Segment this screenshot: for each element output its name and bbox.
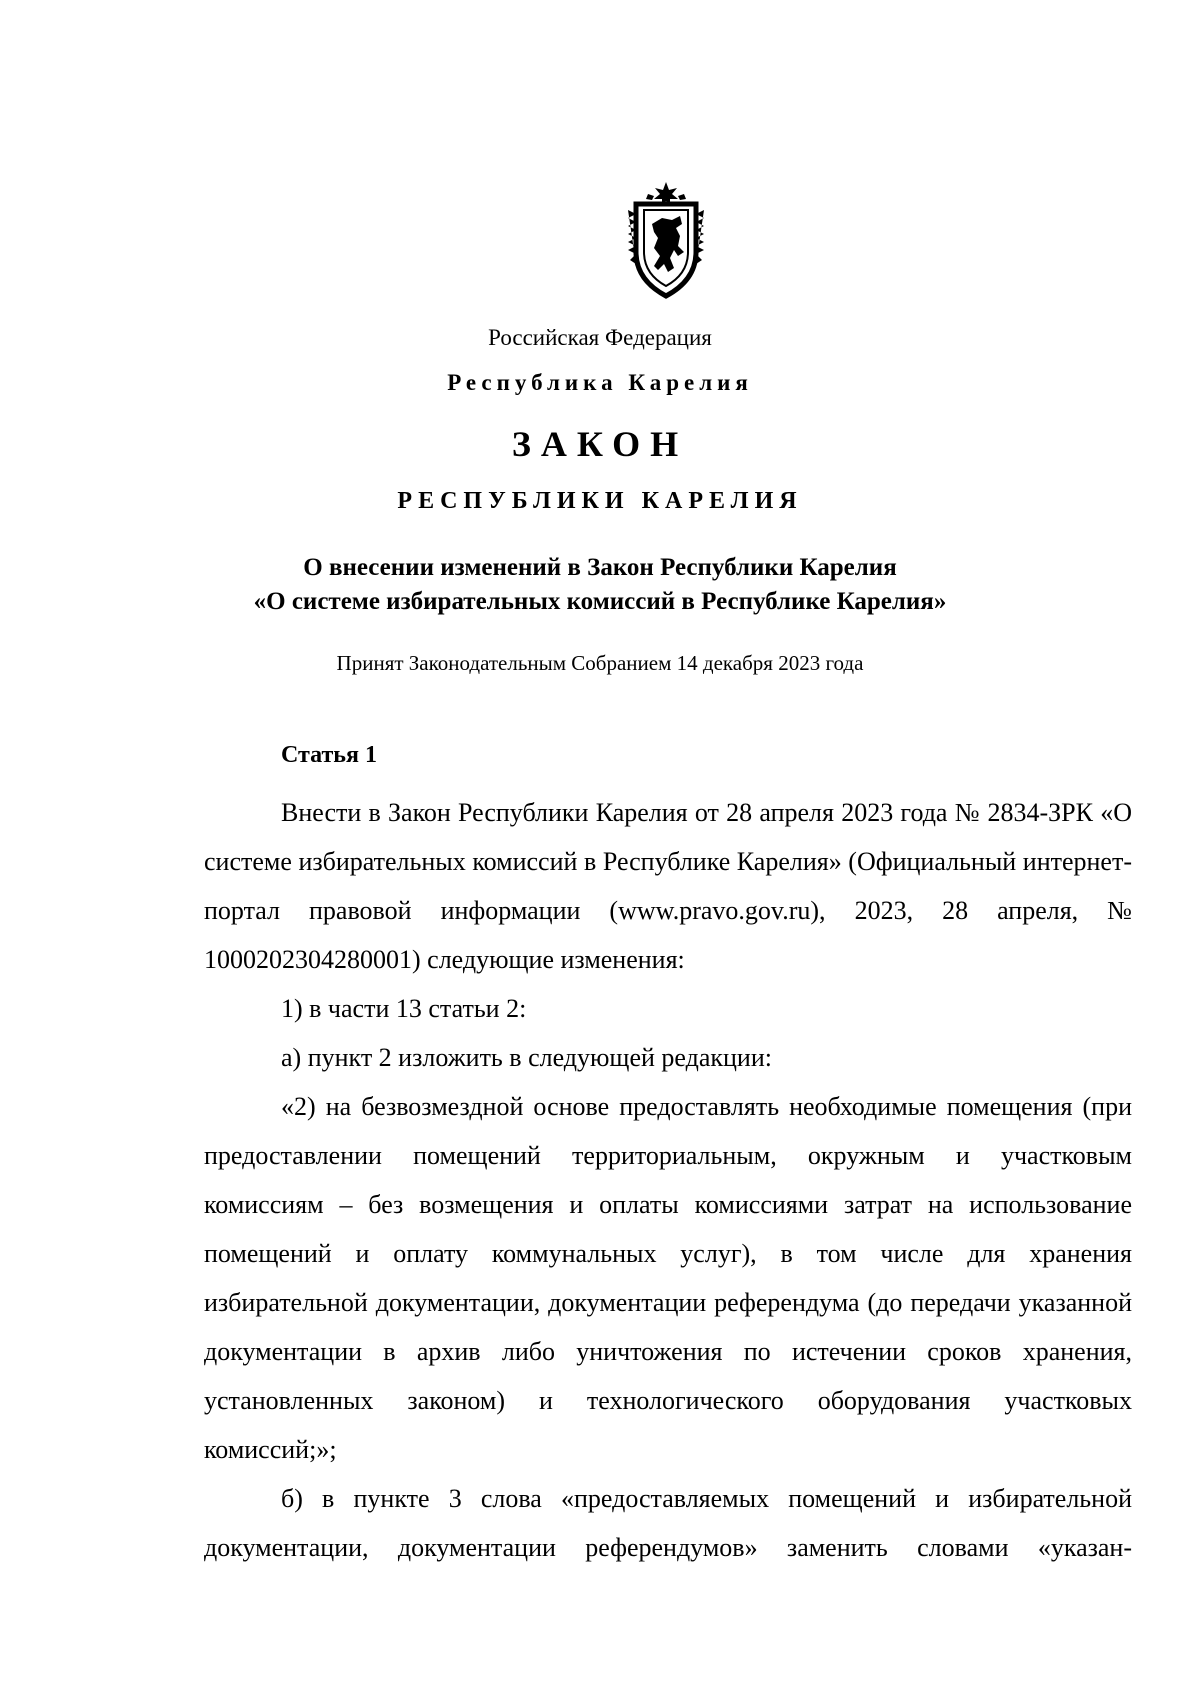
law-subtitle: РЕСПУБЛИКИ КАРЕЛИЯ — [397, 488, 803, 514]
republic-title: Республика Карелия — [447, 370, 753, 395]
document-title — [0, 551, 1200, 619]
article-body — [204, 788, 1132, 1572]
federation-title: Российская Федерация — [488, 325, 712, 350]
paragraph: «2) на безвозмездной основе предоставлять необходимые помещения (при предоставлении помещений территориальным, окружным и участковым комиссиям – без возмещения и оплаты комиссиями затрат на использование помещений и оплату коммунальных услуг), в том числе для хранения избирательной документации, документации референдума (до передачи указанной документации в архив либо уничтожения по истечении сроков хранения, установленных законом) и технологического оборудования участковых комиссий;»; — [204, 1092, 1132, 1464]
coat-of-arms-icon — [618, 180, 714, 300]
document-title-line-2: «О системе избирательных комиссий в Республике Карелия» — [253, 588, 947, 615]
law-title: ЗАКОН — [511, 424, 689, 464]
article-heading: Статья 1 — [281, 742, 377, 768]
document-title-line-1: О внесении изменений в Закон Республики Карелия — [303, 554, 897, 581]
paragraph: а) пункт 2 изложить в следующей редакции: — [281, 1043, 772, 1072]
paragraph: б) в пункте 3 слова «предоставляемых помещений и избирательной документации, документации референдумов» заменить словами «указан- — [204, 1484, 1132, 1562]
paragraph: Внести в Закон Республики Карелия от 28 апреля 2023 года № 2834-ЗРК «О системе избирательных комиссий в Республике Карелия» (Официальный интернет-портал правовой информации (www.pravo.gov.ru), 2023, 28 апреля, № 1000202304280001) следующие изменения: — [204, 798, 1132, 974]
paragraph: 1) в части 13 статьи 2: — [281, 994, 527, 1023]
adoption-note: Принят Законодательным Собранием 14 декабря 2023 года — [336, 651, 864, 675]
